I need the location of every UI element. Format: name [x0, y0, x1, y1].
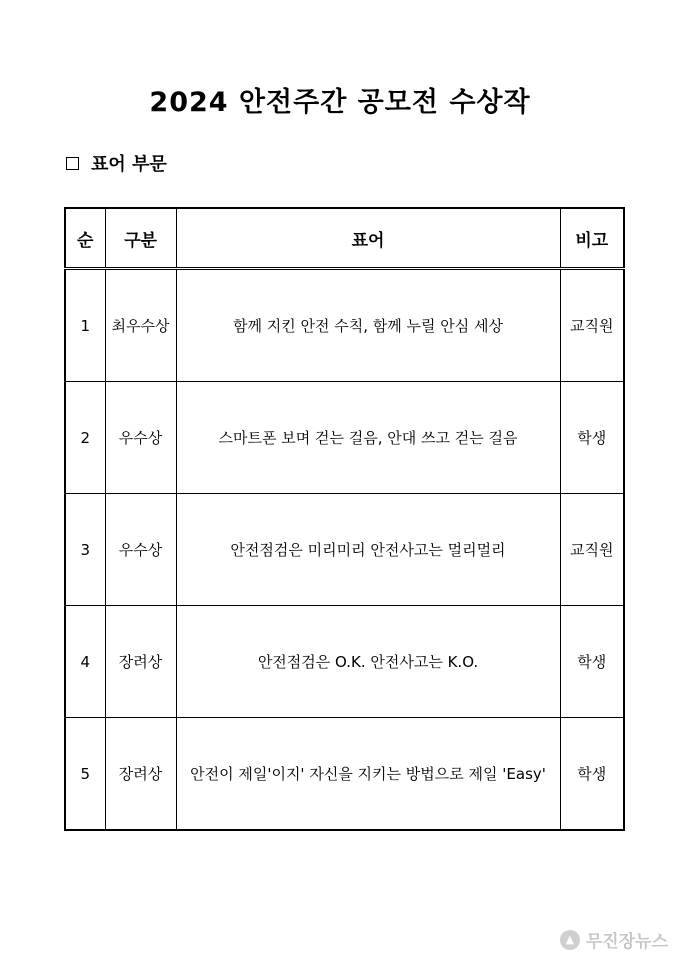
- checkbox-square-icon: [66, 157, 79, 170]
- row-slogan: 안전점검은 미리미리 안전사고는 멀리멀리: [176, 494, 560, 606]
- row-number: 2: [65, 382, 105, 494]
- table-row: [65, 606, 624, 718]
- row-note: 학생: [560, 382, 624, 494]
- watermark-text: 무진장뉴스: [585, 932, 668, 952]
- row-note: 교직원: [560, 494, 624, 606]
- row-slogan: 안전점검은 O.K. 안전사고는 K.O.: [176, 606, 560, 718]
- table-header-row: [65, 208, 624, 269]
- page-title: 2024 안전주간 공모전 수상작: [149, 87, 531, 118]
- row-number: 3: [65, 494, 105, 606]
- row-category: 장려상: [105, 718, 176, 831]
- table-row: [65, 382, 624, 494]
- row-note: 학생: [560, 606, 624, 718]
- table-row: [65, 718, 624, 831]
- row-slogan: 함께 지킨 안전 수칙, 함께 누릴 안심 세상: [176, 269, 560, 382]
- row-category: 우수상: [105, 494, 176, 606]
- table-row: [65, 494, 624, 606]
- mountain-logo-icon: ▲: [560, 930, 580, 950]
- header-category: 구분: [105, 208, 176, 269]
- row-category: 최우수상: [105, 269, 176, 382]
- row-category: 우수상: [105, 382, 176, 494]
- watermark: [560, 927, 668, 952]
- row-category: 장려상: [105, 606, 176, 718]
- row-note: 학생: [560, 718, 624, 831]
- row-slogan: 안전이 제일'이지' 자신을 지키는 방법으로 제일 'Easy': [176, 718, 560, 831]
- table-row: [65, 269, 624, 382]
- section-heading: [66, 150, 167, 176]
- row-number: 1: [65, 269, 105, 382]
- row-note: 교직원: [560, 269, 624, 382]
- header-slogan: 표어: [176, 208, 560, 269]
- row-number: 5: [65, 718, 105, 831]
- header-number: 순: [65, 208, 105, 269]
- awards-table: [64, 207, 625, 831]
- row-slogan: 스마트폰 보며 걷는 걸음, 안대 쓰고 걷는 걸음: [176, 382, 560, 494]
- row-number: 4: [65, 606, 105, 718]
- section-label: 표어 부문: [91, 154, 167, 175]
- header-note: 비고: [560, 208, 624, 269]
